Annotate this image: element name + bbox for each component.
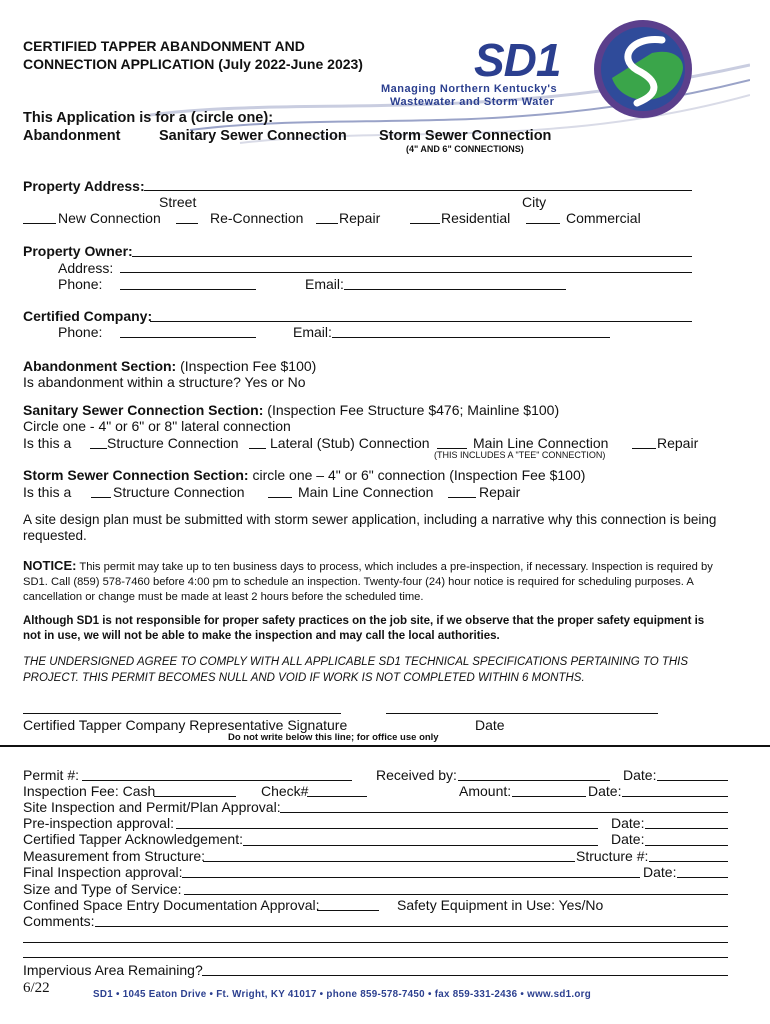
acknowledgement-date-field[interactable] (645, 845, 728, 846)
option-abandonment[interactable]: Abandonment (23, 128, 121, 144)
acknowledgement-field[interactable] (243, 845, 598, 846)
fee-cash-label: Inspection Fee: Cash (23, 783, 156, 799)
received-date-field[interactable] (657, 780, 728, 781)
form-title-line2: CONNECTION APPLICATION (July 2022-June 2023) (23, 56, 363, 72)
notice-label: NOTICE: (23, 558, 77, 573)
safety-equipment-label: Safety Equipment in Use: Yes/No (397, 897, 604, 913)
owner-address-field[interactable] (120, 272, 692, 273)
certified-company-field[interactable] (150, 321, 692, 322)
pre-inspection-label: Pre-inspection approval: (23, 815, 174, 831)
storm-structure-blank[interactable] (91, 497, 111, 498)
impervious-area-field[interactable] (202, 975, 728, 976)
confined-space-label: Confined Space Entry Documentation Approval: (23, 897, 320, 913)
property-address-label: Property Address: (23, 178, 145, 194)
comments-field-3[interactable] (23, 957, 728, 958)
amount-date-field[interactable] (622, 796, 728, 797)
check-field[interactable] (307, 796, 367, 797)
option-sanitary-sewer[interactable]: Sanitary Sewer Connection (159, 128, 347, 144)
storm-size-note: (4" AND 6" CONNECTIONS) (406, 144, 524, 154)
form-title-line1: CERTIFIED TAPPER ABANDONMENT AND (23, 38, 305, 54)
permit-label: Permit #: (23, 767, 80, 783)
sanitary-repair-blank[interactable] (632, 448, 656, 449)
sanitary-repair-label: Repair (657, 435, 699, 451)
size-type-label: Size and Type of Service: (23, 881, 182, 897)
abandonment-heading: Abandonment Section: (23, 358, 177, 374)
sanitary-is-this-a: Is this a (23, 435, 72, 451)
structure-number-label: Structure #: (576, 848, 649, 864)
sanitary-heading: Sanitary Sewer Connection Section: (23, 402, 264, 418)
agreement-statement: THE UNDERSIGNED AGREE TO COMPLY WITH ALL APPLICABLE SD1 TECHNICAL SPECIFICATIONS PERTAINING TO THIS PROJECT. THIS PERMIT BECOMES NULL AND VOID IF WORK IS NOT COMPLETED WITHIN 6 MONTHS. (23, 656, 689, 684)
application-type-prompt: This Application is for a (circle one): (23, 110, 274, 126)
pre-inspection-date-field[interactable] (645, 828, 728, 829)
pre-inspection-field[interactable] (176, 828, 598, 829)
amount-label: Amount: (459, 783, 512, 799)
sanitary-fee: (Inspection Fee Structure $476; Mainline $100) (267, 402, 560, 418)
sanitary-structure-label: Structure Connection (107, 435, 239, 451)
acknowledgement-date-label: Date: (611, 831, 645, 847)
re-connection-label: Re-Connection (210, 210, 304, 226)
street-label: Street (159, 194, 197, 210)
received-by-field[interactable] (458, 780, 610, 781)
comments-label: Comments: (23, 913, 95, 929)
measurement-label: Measurement from Structure: (23, 848, 206, 864)
commercial-blank[interactable] (526, 223, 560, 224)
storm-main-line-blank[interactable] (268, 497, 292, 498)
owner-email-label: Email: (305, 276, 344, 292)
final-inspection-field[interactable] (182, 877, 640, 878)
comments-field-1[interactable] (95, 926, 728, 927)
repair-label: Repair (339, 210, 381, 226)
notice-block (23, 557, 728, 605)
structure-number-field[interactable] (649, 861, 728, 862)
sanitary-section (23, 402, 559, 418)
received-by-label: Received by: (376, 767, 457, 783)
measurement-field[interactable] (203, 861, 575, 862)
final-inspection-label: Final Inspection approval: (23, 864, 183, 880)
safety-note: Although SD1 is not responsible for proper safety practices on the job site, if we observe that the proper safety equipment is not in use, we will not be able to make the inspection and may call the local authorities. (23, 615, 705, 643)
new-connection-blank[interactable] (23, 223, 56, 224)
sanitary-lateral-label: Lateral (Stub) Connection (270, 435, 430, 451)
property-address-field[interactable] (144, 190, 692, 191)
repair-blank[interactable] (316, 223, 338, 224)
sd1-logo-icon (592, 18, 694, 120)
re-connection-blank[interactable] (176, 223, 198, 224)
impervious-area-label: Impervious Area Remaining? (23, 962, 203, 978)
final-inspection-date-field[interactable] (677, 877, 728, 878)
site-inspection-label: Site Inspection and Permit/Plan Approval: (23, 799, 281, 815)
site-plan-note: A site design plan must be submitted with storm sewer application, including a narrative why this connection is being requested. (23, 512, 717, 544)
size-type-field[interactable] (184, 894, 728, 895)
owner-email-field[interactable] (344, 289, 566, 290)
office-use-note: Do not write below this line; for office use only (228, 732, 439, 743)
abandonment-fee: (Inspection Fee $100) (180, 358, 317, 374)
option-storm-sewer[interactable]: Storm Sewer Connection (379, 128, 552, 144)
certified-company-label: Certified Company: (23, 308, 153, 324)
sanitary-circle-one: Circle one - 4" or 6" or 8" lateral connection (23, 418, 291, 434)
revision-date: 6/22 (23, 980, 50, 996)
sanitary-main-line-label: Main Line Connection (473, 435, 609, 451)
final-inspection-date-label: Date: (643, 864, 677, 880)
storm-repair-blank[interactable] (448, 497, 476, 498)
acknowledgement-label: Certified Tapper Acknowledgement: (23, 831, 243, 847)
office-use-divider (0, 745, 770, 747)
amount-field[interactable] (512, 796, 586, 797)
tee-connection-note: (THIS INCLUDES A "TEE" CONNECTION) (434, 450, 606, 460)
storm-structure-label: Structure Connection (113, 484, 245, 500)
logo-tagline-line1: Managing Northern Kentucky's (381, 83, 558, 95)
company-phone-field[interactable] (120, 337, 256, 338)
site-inspection-field[interactable] (280, 812, 728, 813)
sanitary-structure-blank[interactable] (90, 448, 107, 449)
storm-repair-label: Repair (479, 484, 521, 500)
storm-main-line-label: Main Line Connection (298, 484, 434, 500)
property-owner-field[interactable] (132, 256, 692, 257)
abandonment-question: Is abandonment within a structure? Yes or No (23, 374, 306, 390)
sanitary-main-line-blank[interactable] (437, 448, 467, 449)
received-date-label: Date: (623, 767, 657, 783)
footer-contact: SD1 • 1045 Eaton Drive • Ft. Wright, KY 41017 • phone 859-578-7450 • fax 859-331-2436 • www.sd1.org (93, 989, 592, 1000)
storm-heading: Storm Sewer Connection Section: (23, 467, 249, 483)
rep-date-label: Date (475, 717, 505, 733)
fee-cash-field[interactable] (154, 796, 236, 797)
city-label: City (522, 194, 547, 210)
check-label: Check# (261, 783, 309, 799)
storm-is-this-a: Is this a (23, 484, 72, 500)
permit-field[interactable] (82, 780, 352, 781)
confined-space-field[interactable] (317, 910, 379, 911)
storm-section (23, 467, 585, 483)
amount-date-label: Date: (588, 783, 622, 799)
new-connection-label: New Connection (58, 210, 161, 226)
rep-signature-field[interactable] (23, 713, 341, 714)
rep-signature-label: Certified Tapper Company Representative Signature (23, 717, 348, 733)
owner-phone-field[interactable] (120, 289, 256, 290)
company-email-field[interactable] (332, 337, 610, 338)
abandonment-section (23, 358, 316, 374)
notice-text: This permit may take up to ten business days to process, which includes a pre-inspection, if necessary. Inspection is required by SD1. Call (859) 578-7460 before 4:00 pm to schedule an inspection. Twenty-four (24) hour notice is required for scheduling purposes. A cancellation or change must be made at least 2 hours before the scheduled time. (23, 561, 713, 603)
sd1-logo-text: SD1 (474, 34, 561, 86)
property-owner-label: Property Owner: (23, 243, 133, 259)
residential-blank[interactable] (410, 223, 440, 224)
comments-field-2[interactable] (23, 942, 728, 943)
storm-fee: circle one – 4" or 6" connection (Inspection Fee $100) (252, 467, 586, 483)
logo-tagline-line2: Wastewater and Storm Water (390, 96, 555, 108)
sanitary-lateral-blank[interactable] (249, 448, 266, 449)
company-email-label: Email: (293, 324, 332, 340)
owner-phone-label: Phone: (58, 276, 103, 292)
residential-label: Residential (441, 210, 511, 226)
pre-inspection-date-label: Date: (611, 815, 645, 831)
rep-date-field[interactable] (386, 713, 658, 714)
company-phone-label: Phone: (58, 324, 103, 340)
owner-address-label: Address: (58, 260, 114, 276)
commercial-label: Commercial (566, 210, 641, 226)
